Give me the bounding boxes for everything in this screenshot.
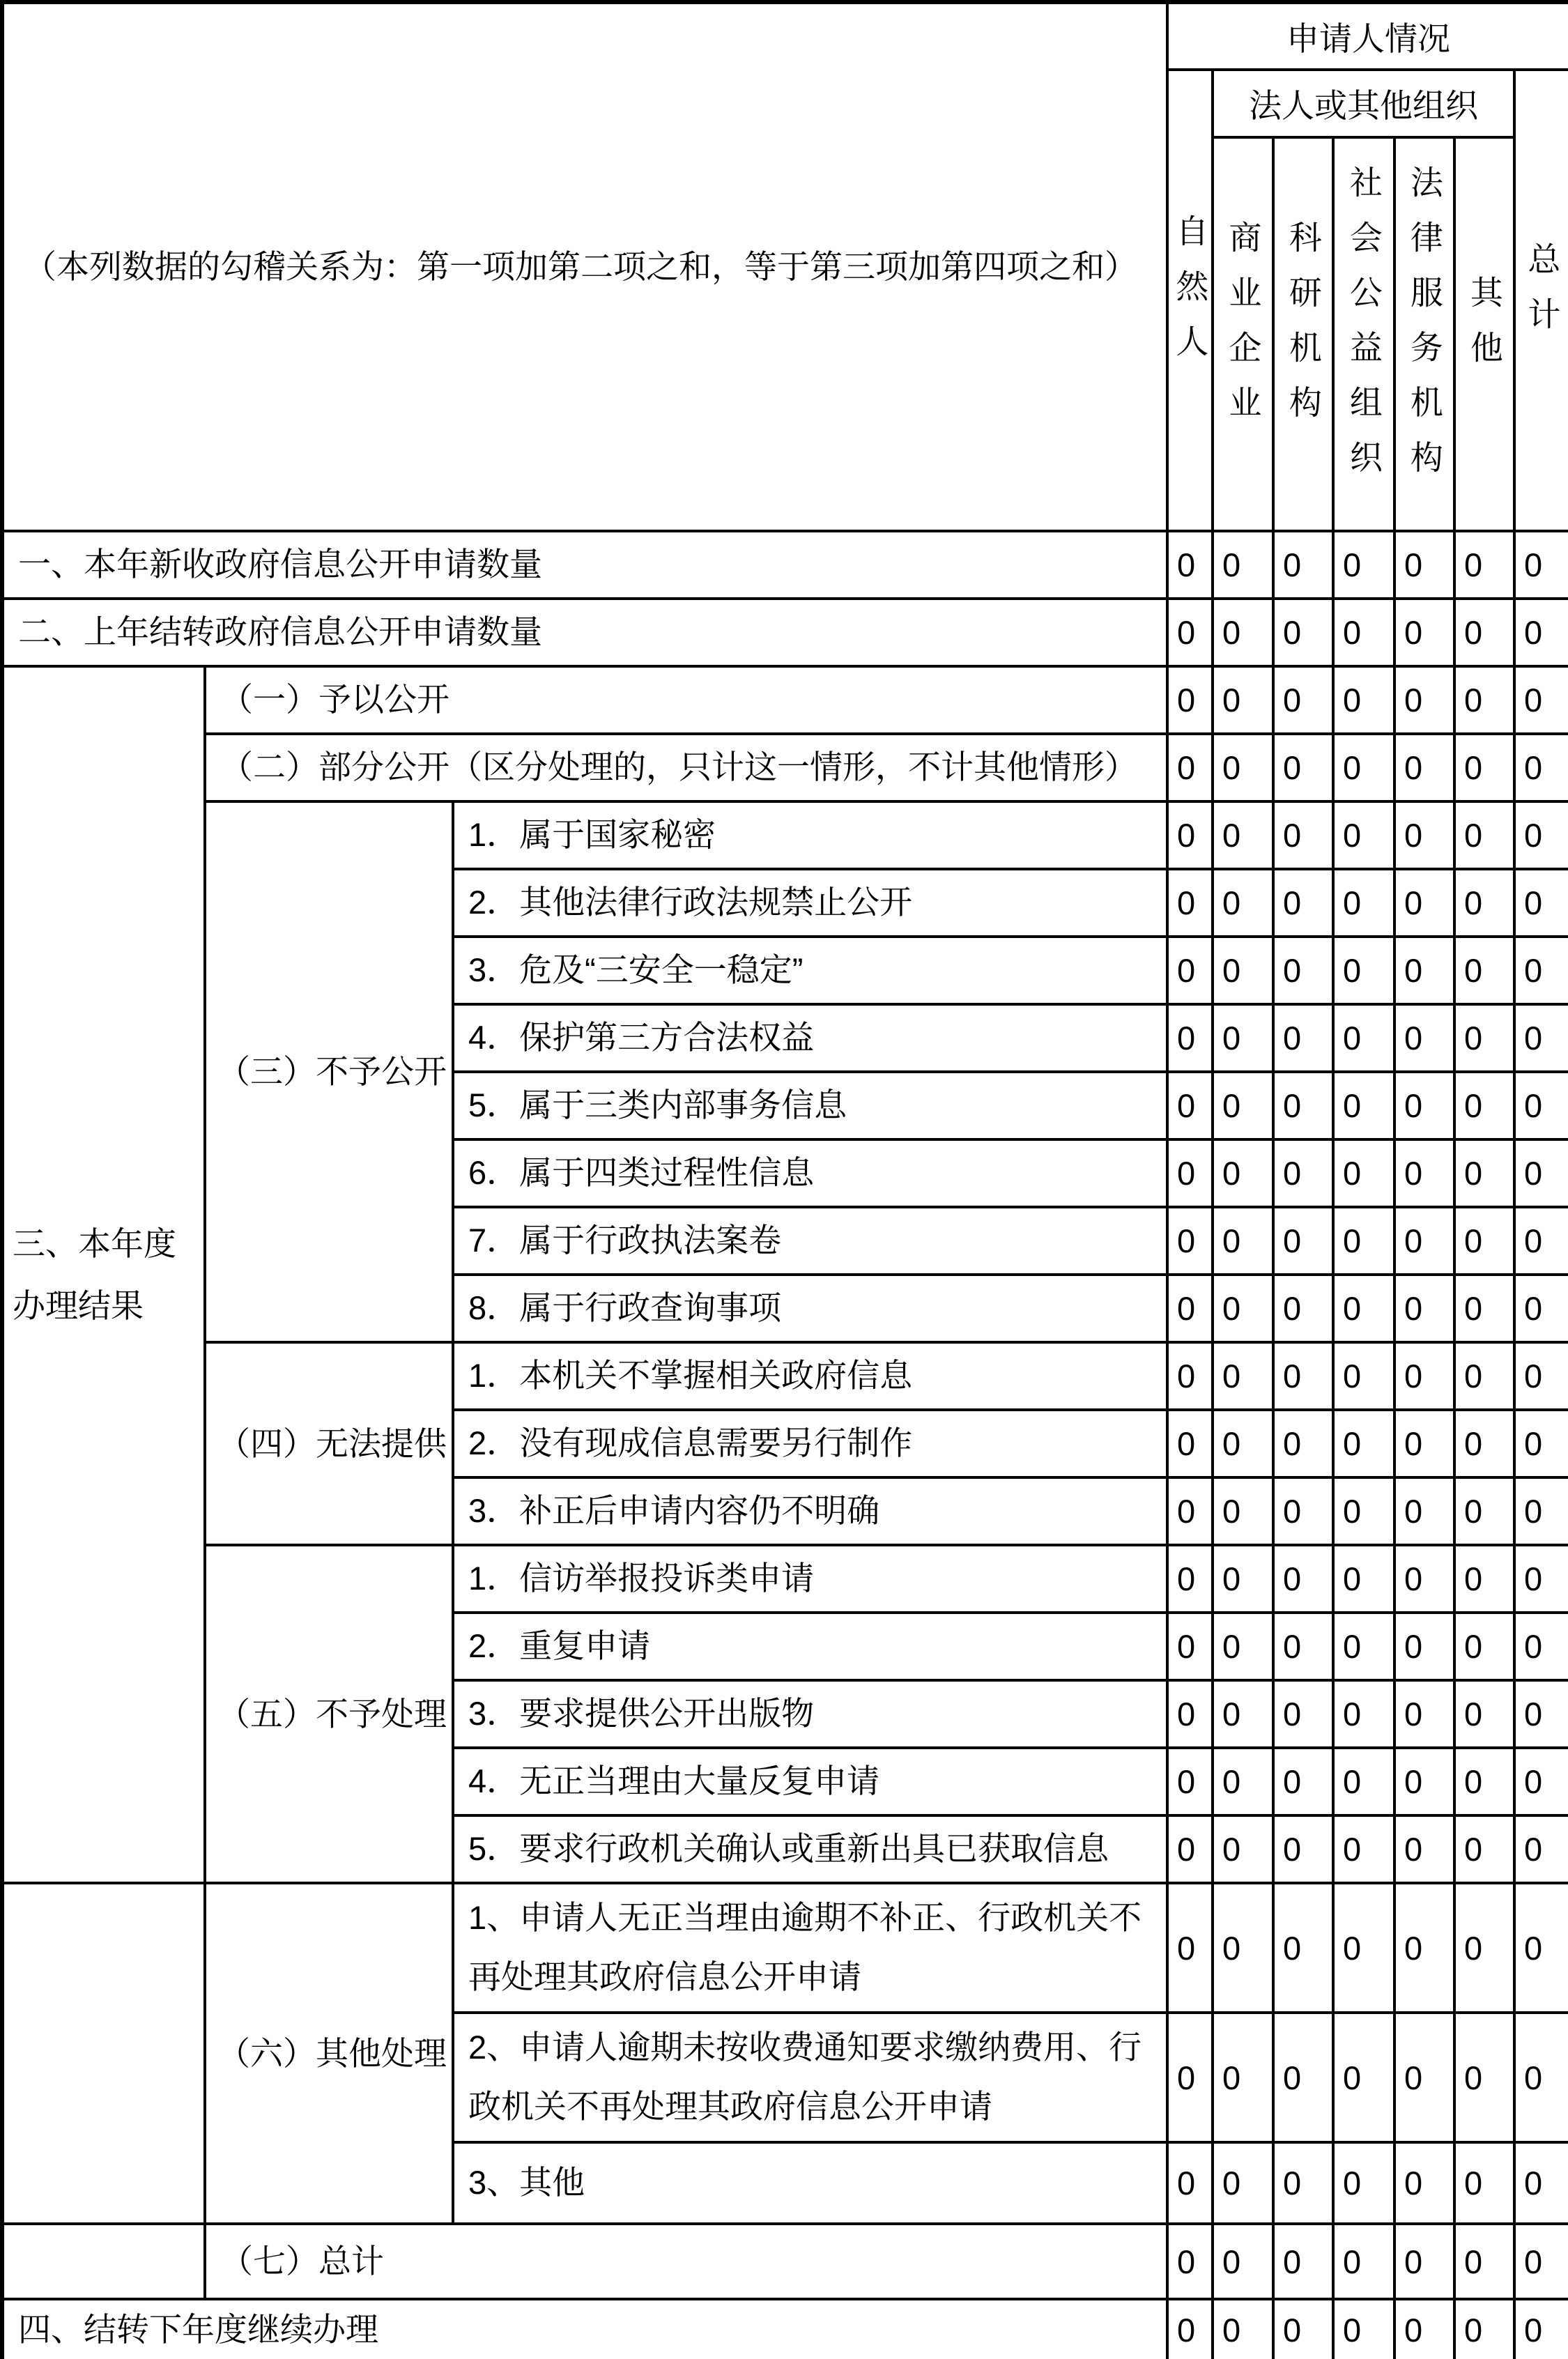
value-cell: 0 bbox=[1454, 801, 1514, 869]
value-cell: 0 bbox=[1514, 531, 1568, 599]
column-header-other bbox=[1454, 137, 1514, 531]
row-label-subtotal: （七）总计 bbox=[205, 2224, 1167, 2299]
column-header-total bbox=[1514, 70, 1568, 531]
value-cell: 0 bbox=[1273, 1680, 1333, 1748]
value-cell: 0 bbox=[1167, 1410, 1213, 1477]
row-label-administrative-query: 8．属于行政查询事项 bbox=[453, 1275, 1167, 1342]
value-cell: 0 bbox=[1333, 1275, 1394, 1342]
value-cell: 0 bbox=[1167, 1680, 1213, 1748]
value-cell: 0 bbox=[1273, 2299, 1333, 2359]
column-header-social-welfare-org bbox=[1333, 137, 1394, 531]
row-label-still-unclear: 3．补正后申请内容仍不明确 bbox=[453, 1477, 1167, 1545]
row-label-endanger-security: 3．危及“三安全一稳定” bbox=[453, 937, 1167, 1004]
value-cell: 0 bbox=[1213, 2224, 1273, 2299]
row-label-internal-affairs: 5．属于三类内部事务信息 bbox=[453, 1072, 1167, 1139]
row-label-carried-over-requests: 二、上年结转政府信息公开申请数量 bbox=[2, 599, 1167, 666]
value-cell: 0 bbox=[1213, 599, 1273, 666]
empty-cell bbox=[2, 2224, 205, 2299]
value-cell: 0 bbox=[1454, 1680, 1514, 1748]
value-cell: 0 bbox=[1514, 1680, 1568, 1748]
value-cell: 0 bbox=[1394, 1342, 1454, 1410]
row-label-state-secret: 1．属于国家秘密 bbox=[453, 801, 1167, 869]
value-cell: 0 bbox=[1454, 1004, 1514, 1072]
value-cell: 0 bbox=[1333, 1342, 1394, 1410]
value-cell: 0 bbox=[1514, 2299, 1568, 2359]
value-cell: 0 bbox=[1273, 531, 1333, 599]
value-cell: 0 bbox=[1273, 1883, 1333, 2013]
value-cell: 0 bbox=[1273, 937, 1333, 1004]
legal-org-header: 法人或其他组织 bbox=[1213, 70, 1514, 137]
row-label-other-law-prohibited: 2．其他法律行政法规禁止公开 bbox=[453, 869, 1167, 937]
value-cell: 0 bbox=[1273, 1004, 1333, 1072]
value-cell: 0 bbox=[1333, 1139, 1394, 1207]
value-cell: 0 bbox=[1394, 2224, 1454, 2299]
value-cell: 0 bbox=[1394, 1680, 1454, 1748]
value-cell: 0 bbox=[1333, 1477, 1394, 1545]
applicant-header: 申请人情况 bbox=[1167, 2, 1568, 70]
group-label-unable-to-provide: （四）无法提供 bbox=[205, 1342, 453, 1545]
section-label-results: 三、本年度办理结果 bbox=[2, 666, 205, 1883]
value-cell: 0 bbox=[1514, 1207, 1568, 1275]
value-cell: 0 bbox=[1394, 531, 1454, 599]
value-cell: 0 bbox=[1514, 1613, 1568, 1680]
value-cell: 0 bbox=[1273, 599, 1333, 666]
value-cell: 0 bbox=[1333, 1680, 1394, 1748]
value-cell: 0 bbox=[1167, 531, 1213, 599]
value-cell: 0 bbox=[1394, 1139, 1454, 1207]
value-cell: 0 bbox=[1454, 734, 1514, 801]
row-label-needs-creation: 2．没有现成信息需要另行制作 bbox=[453, 1410, 1167, 1477]
value-cell: 0 bbox=[1514, 1410, 1568, 1477]
value-cell: 0 bbox=[1514, 1477, 1568, 1545]
value-cell: 0 bbox=[1167, 1613, 1213, 1680]
value-cell: 0 bbox=[1514, 1545, 1568, 1613]
value-cell: 0 bbox=[1167, 734, 1213, 801]
value-cell: 0 bbox=[1273, 869, 1333, 937]
value-cell: 0 bbox=[1333, 2142, 1394, 2224]
value-cell: 0 bbox=[1454, 1410, 1514, 1477]
value-cell: 0 bbox=[1514, 1004, 1568, 1072]
value-cell: 0 bbox=[1514, 599, 1568, 666]
group-label-not-disclosed: （三）不予公开 bbox=[205, 801, 453, 1342]
value-cell: 0 bbox=[1213, 1815, 1273, 1883]
value-cell: 0 bbox=[1213, 1004, 1273, 1072]
value-cell: 0 bbox=[1454, 599, 1514, 666]
value-cell: 0 bbox=[1273, 1207, 1333, 1275]
value-cell: 0 bbox=[1454, 1275, 1514, 1342]
value-cell: 0 bbox=[1213, 1680, 1273, 1748]
value-cell: 0 bbox=[1213, 801, 1273, 869]
value-cell: 0 bbox=[1167, 1477, 1213, 1545]
value-cell: 0 bbox=[1333, 1748, 1394, 1815]
value-cell: 0 bbox=[1213, 1207, 1273, 1275]
column-header-commercial-enterprise bbox=[1213, 137, 1273, 531]
column-header-other-label: 其他 bbox=[1466, 275, 1503, 385]
value-cell: 0 bbox=[1167, 1004, 1213, 1072]
value-cell: 0 bbox=[1213, 2299, 1273, 2359]
value-cell: 0 bbox=[1394, 734, 1454, 801]
value-cell: 0 bbox=[1167, 2013, 1213, 2142]
value-cell: 0 bbox=[1167, 1207, 1213, 1275]
value-cell: 0 bbox=[1454, 2013, 1514, 2142]
value-cell: 0 bbox=[1514, 1275, 1568, 1342]
value-cell: 0 bbox=[1213, 666, 1273, 734]
value-cell: 0 bbox=[1394, 1883, 1454, 2013]
value-cell: 0 bbox=[1213, 2142, 1273, 2224]
value-cell: 0 bbox=[1167, 937, 1213, 1004]
value-cell: 0 bbox=[1514, 1342, 1568, 1410]
value-cell: 0 bbox=[1454, 2142, 1514, 2224]
value-cell: 0 bbox=[1213, 1477, 1273, 1545]
row-label-enforcement-files: 7．属于行政执法案卷 bbox=[453, 1207, 1167, 1275]
value-cell: 0 bbox=[1394, 599, 1454, 666]
value-cell: 0 bbox=[1333, 1613, 1394, 1680]
value-cell: 0 bbox=[1333, 2299, 1394, 2359]
value-cell: 0 bbox=[1167, 2142, 1213, 2224]
row-label-granted: （一）予以公开 bbox=[205, 666, 1167, 734]
value-cell: 0 bbox=[1213, 1072, 1273, 1139]
value-cell: 0 bbox=[1394, 801, 1454, 869]
value-cell: 0 bbox=[1333, 869, 1394, 937]
value-cell: 0 bbox=[1514, 1748, 1568, 1815]
column-header-natural-person-label: 自然人 bbox=[1171, 214, 1209, 379]
column-header-legal-service-org bbox=[1394, 137, 1454, 531]
value-cell: 0 bbox=[1514, 801, 1568, 869]
value-cell: 0 bbox=[1394, 937, 1454, 1004]
row-label-mass-repetitive: 4．无正当理由大量反复申请 bbox=[453, 1748, 1167, 1815]
row-label-third-party-rights: 4．保护第三方合法权益 bbox=[453, 1004, 1167, 1072]
value-cell: 0 bbox=[1454, 1207, 1514, 1275]
value-cell: 0 bbox=[1167, 599, 1213, 666]
value-cell: 0 bbox=[1333, 1207, 1394, 1275]
value-cell: 0 bbox=[1167, 1883, 1213, 2013]
value-cell: 0 bbox=[1394, 2299, 1454, 2359]
value-cell: 0 bbox=[1394, 869, 1454, 937]
value-cell: 0 bbox=[1333, 1815, 1394, 1883]
empty-cell bbox=[2, 1883, 205, 2224]
value-cell: 0 bbox=[1333, 1883, 1394, 2013]
value-cell: 0 bbox=[1273, 1342, 1333, 1410]
value-cell: 0 bbox=[1167, 869, 1213, 937]
value-cell: 0 bbox=[1514, 869, 1568, 937]
value-cell: 0 bbox=[1454, 1748, 1514, 1815]
value-cell: 0 bbox=[1167, 1139, 1213, 1207]
row-label-public-publications: 3．要求提供公开出版物 bbox=[453, 1680, 1167, 1748]
value-cell: 0 bbox=[1213, 937, 1273, 1004]
row-label-new-requests: 一、本年新收政府信息公开申请数量 bbox=[2, 531, 1167, 599]
value-cell: 0 bbox=[1514, 1883, 1568, 2013]
value-cell: 0 bbox=[1454, 1342, 1514, 1410]
value-cell: 0 bbox=[1394, 1207, 1454, 1275]
value-cell: 0 bbox=[1273, 734, 1333, 801]
value-cell: 0 bbox=[1333, 2013, 1394, 2142]
value-cell: 0 bbox=[1333, 666, 1394, 734]
row-label-fee-not-paid: 2、申请人逾期未按收费通知要求缴纳费用、行政机关不再处理其政府信息公开申请 bbox=[453, 2013, 1167, 2142]
row-label-process-information: 6．属于四类过程性信息 bbox=[453, 1139, 1167, 1207]
value-cell: 0 bbox=[1167, 2299, 1213, 2359]
value-cell: 0 bbox=[1213, 869, 1273, 937]
value-cell: 0 bbox=[1394, 1275, 1454, 1342]
value-cell: 0 bbox=[1454, 2224, 1514, 2299]
value-cell: 0 bbox=[1213, 531, 1273, 599]
value-cell: 0 bbox=[1333, 599, 1394, 666]
row-label-petition-complaint: 1．信访举报投诉类申请 bbox=[453, 1545, 1167, 1613]
value-cell: 0 bbox=[1514, 734, 1568, 801]
column-header-natural-person bbox=[1167, 70, 1213, 531]
value-cell: 0 bbox=[1514, 1815, 1568, 1883]
value-cell: 0 bbox=[1333, 734, 1394, 801]
value-cell: 0 bbox=[1273, 801, 1333, 869]
group-label-other-handling: （六）其他处理 bbox=[205, 1883, 453, 2224]
row-label-partially-granted: （二）部分公开（区分处理的，只计这一情形，不计其他情形） bbox=[205, 734, 1167, 801]
row-label-confirm-obtained-info: 5．要求行政机关确认或重新出具已获取信息 bbox=[453, 1815, 1167, 1883]
value-cell: 0 bbox=[1394, 1004, 1454, 1072]
value-cell: 0 bbox=[1167, 1748, 1213, 1815]
value-cell: 0 bbox=[1167, 1072, 1213, 1139]
value-cell: 0 bbox=[1273, 1748, 1333, 1815]
value-cell: 0 bbox=[1213, 1545, 1273, 1613]
column-header-social-welfare-org-label: 社会公益组织 bbox=[1345, 165, 1383, 495]
value-cell: 0 bbox=[1454, 1613, 1514, 1680]
value-cell: 0 bbox=[1333, 937, 1394, 1004]
value-cell: 0 bbox=[1213, 734, 1273, 801]
value-cell: 0 bbox=[1394, 2013, 1454, 2142]
value-cell: 0 bbox=[1213, 1139, 1273, 1207]
value-cell: 0 bbox=[1514, 1139, 1568, 1207]
value-cell: 0 bbox=[1167, 1275, 1213, 1342]
value-cell: 0 bbox=[1273, 1477, 1333, 1545]
row-label-not-held: 1．本机关不掌握相关政府信息 bbox=[453, 1342, 1167, 1410]
value-cell: 0 bbox=[1333, 1004, 1394, 1072]
value-cell: 0 bbox=[1213, 1613, 1273, 1680]
value-cell: 0 bbox=[1333, 1410, 1394, 1477]
value-cell: 0 bbox=[1394, 1545, 1454, 1613]
value-cell: 0 bbox=[1514, 937, 1568, 1004]
group-label-not-processed: （五）不予处理 bbox=[205, 1545, 453, 1883]
value-cell: 0 bbox=[1394, 1410, 1454, 1477]
value-cell: 0 bbox=[1333, 801, 1394, 869]
value-cell: 0 bbox=[1167, 1815, 1213, 1883]
value-cell: 0 bbox=[1273, 2224, 1333, 2299]
value-cell: 0 bbox=[1213, 2013, 1273, 2142]
value-cell: 0 bbox=[1333, 2224, 1394, 2299]
value-cell: 0 bbox=[1514, 2142, 1568, 2224]
value-cell: 0 bbox=[1273, 2013, 1333, 2142]
value-cell: 0 bbox=[1394, 666, 1454, 734]
value-cell: 0 bbox=[1167, 1545, 1213, 1613]
column-header-commercial-enterprise-label: 商业企业 bbox=[1224, 220, 1262, 440]
value-cell: 0 bbox=[1394, 2142, 1454, 2224]
value-cell: 0 bbox=[1213, 1275, 1273, 1342]
value-cell: 0 bbox=[1454, 869, 1514, 937]
value-cell: 0 bbox=[1333, 1545, 1394, 1613]
value-cell: 0 bbox=[1273, 1275, 1333, 1342]
value-cell: 0 bbox=[1167, 801, 1213, 869]
value-cell: 0 bbox=[1514, 666, 1568, 734]
value-cell: 0 bbox=[1213, 1410, 1273, 1477]
value-cell: 0 bbox=[1514, 2013, 1568, 2142]
value-cell: 0 bbox=[1394, 1477, 1454, 1545]
value-cell: 0 bbox=[1394, 1748, 1454, 1815]
value-cell: 0 bbox=[1333, 1072, 1394, 1139]
value-cell: 0 bbox=[1454, 2299, 1514, 2359]
value-cell: 0 bbox=[1273, 1815, 1333, 1883]
value-cell: 0 bbox=[1273, 1139, 1333, 1207]
value-cell: 0 bbox=[1213, 1342, 1273, 1410]
value-cell: 0 bbox=[1167, 2224, 1213, 2299]
value-cell: 0 bbox=[1454, 531, 1514, 599]
value-cell: 0 bbox=[1167, 666, 1213, 734]
value-cell: 0 bbox=[1454, 937, 1514, 1004]
row-label-carry-to-next-year: 四、结转下年度继续办理 bbox=[2, 2299, 1167, 2359]
value-cell: 0 bbox=[1454, 1139, 1514, 1207]
value-cell: 0 bbox=[1273, 1613, 1333, 1680]
column-header-research-institution bbox=[1273, 137, 1333, 531]
value-cell: 0 bbox=[1454, 1545, 1514, 1613]
column-header-research-institution-label: 科研机构 bbox=[1284, 220, 1322, 440]
value-cell: 0 bbox=[1514, 1072, 1568, 1139]
row-label-repeated-request: 2．重复申请 bbox=[453, 1613, 1167, 1680]
value-cell: 0 bbox=[1333, 531, 1394, 599]
value-cell: 0 bbox=[1273, 1410, 1333, 1477]
column-header-total-label: 总计 bbox=[1523, 241, 1561, 352]
value-cell: 0 bbox=[1394, 1072, 1454, 1139]
value-cell: 0 bbox=[1273, 1072, 1333, 1139]
row-label-other-handling-other: 3、其他 bbox=[453, 2142, 1167, 2224]
value-cell: 0 bbox=[1454, 1477, 1514, 1545]
column-header-legal-service-org-label: 法律服务机构 bbox=[1406, 165, 1443, 495]
value-cell: 0 bbox=[1167, 1342, 1213, 1410]
value-cell: 0 bbox=[1454, 1815, 1514, 1883]
row-label-no-correction: 1、申请人无正当理由逾期不补正、行政机关不再处理其政府信息公开申请 bbox=[453, 1883, 1167, 2013]
value-cell: 0 bbox=[1213, 1883, 1273, 2013]
value-cell: 0 bbox=[1454, 666, 1514, 734]
reconciliation-note: （本列数据的勾稽关系为：第一项加第二项之和，等于第三项加第四项之和） bbox=[2, 2, 1167, 531]
value-cell: 0 bbox=[1514, 2224, 1568, 2299]
value-cell: 0 bbox=[1454, 1883, 1514, 2013]
value-cell: 0 bbox=[1213, 1748, 1273, 1815]
value-cell: 0 bbox=[1273, 1545, 1333, 1613]
value-cell: 0 bbox=[1273, 2142, 1333, 2224]
value-cell: 0 bbox=[1273, 666, 1333, 734]
value-cell: 0 bbox=[1454, 1072, 1514, 1139]
value-cell: 0 bbox=[1394, 1613, 1454, 1680]
value-cell: 0 bbox=[1394, 1815, 1454, 1883]
